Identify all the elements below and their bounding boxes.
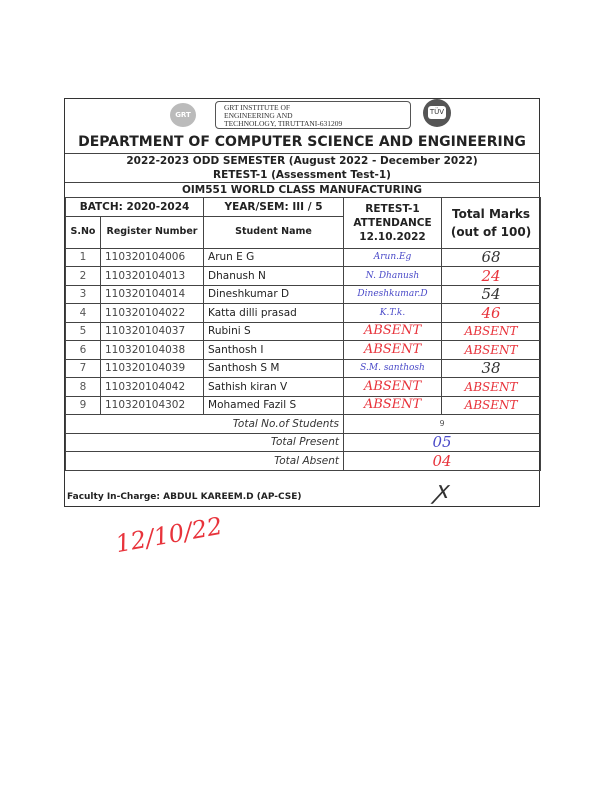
table-row [66,359,541,378]
total-students-label: Total No.of Students [66,415,344,434]
attendance-cell: S.M. santhosh [344,359,442,378]
table-row [66,285,541,304]
marks-cell: ABSENT [442,378,541,397]
marks-table [65,197,541,471]
student-name-cell: Rubini S [204,322,344,341]
attendance-header-line: 12.10.2022 [359,230,426,243]
institute-line: ENGINEERING AND [224,111,293,120]
sno-cell: 5 [66,322,101,341]
cert-logo-text: TÜV [428,106,446,119]
institute-logo: GRT [170,103,196,127]
initials-signature: 12/10/22 [113,511,225,559]
total-absent-value: 04 [344,452,541,471]
table-row [66,341,541,360]
attendance-cell: Arun.Eg [344,248,442,267]
register-number-cell: 110320104039 [101,359,204,378]
register-number-cell: 110320104037 [101,322,204,341]
student-name-cell: Arun E G [204,248,344,267]
attendance-header-line: RETEST-1 [365,202,420,215]
attendance-cell: N. Dhanush [344,267,442,286]
sno-cell: 6 [66,341,101,360]
sno-header: S.No [66,216,101,248]
department-title: DEPARTMENT OF COMPUTER SCIENCE AND ENGINEERING [65,131,539,154]
sno-cell: 1 [66,248,101,267]
marks-cell: ABSENT [442,322,541,341]
total-students-value: 9 [344,415,541,434]
student-name-cell: Dineshkumar D [204,285,344,304]
institute-line: TECHNOLOGY, TIRUTTANI-631209 [224,119,343,128]
student-name-cell: Mohamed Fazil S [204,396,344,415]
attendance-cell: K.T.k. [344,304,442,323]
faculty-in-charge: Faculty In-Charge: ABDUL KAREEM.D (AP-CSE) [67,492,302,502]
marks-header-line: (out of 100) [450,224,532,239]
test-line: RETEST-1 (Assessment Test-1) [213,169,391,181]
register-number-cell: 110320104014 [101,285,204,304]
table-row [66,248,541,267]
attendance-cell: Dineshkumar.D [344,285,442,304]
register-number-cell: 110320104022 [101,304,204,323]
sno-cell: 3 [66,285,101,304]
sno-cell: 8 [66,378,101,397]
attendance-header-line: ATTENDANCE [353,216,432,229]
student-name-cell: Santhosh S M [204,359,344,378]
institute-line: GRT INSTITUTE OF [224,103,291,112]
student-name-cell: Katta dilli prasad [204,304,344,323]
marks-cell: 54 [442,285,541,304]
student-name-cell: Dhanush N [204,267,344,286]
marks-cell: 68 [442,248,541,267]
hod-signature: ꭗ [435,476,448,504]
attendance-cell: ABSENT [344,396,442,415]
register-number-cell: 110320104006 [101,248,204,267]
attendance-cell: ABSENT [344,341,442,360]
student-name-cell: Sathish kiran V [204,378,344,397]
institute-name-box [215,101,411,129]
subject-title: OIM551 WORLD CLASS MANUFACTURING [65,183,539,198]
attendance-header [344,198,442,249]
table-row [66,396,541,415]
total-absent-label: Total Absent [66,452,344,471]
register-number-cell: 110320104042 [101,378,204,397]
register-number-cell: 110320104038 [101,341,204,360]
marks-cell: 46 [442,304,541,323]
marks-header [442,198,541,249]
name-header: Student Name [204,216,344,248]
sno-cell: 2 [66,267,101,286]
table-row [66,322,541,341]
total-present-value: 05 [344,433,541,452]
sno-cell: 9 [66,396,101,415]
semester-line: 2022-2023 ODD SEMESTER (August 2022 - December 2022) [126,155,478,167]
reg-header: Register Number [101,216,204,248]
register-number-cell: 110320104013 [101,267,204,286]
attendance-cell: ABSENT [344,378,442,397]
marks-cell: ABSENT [442,341,541,360]
attendance-cell: ABSENT [344,322,442,341]
total-present-label: Total Present [66,433,344,452]
marks-header-line: Total Marks [451,206,531,221]
assessment-sheet [64,98,540,559]
certification-logo [423,99,451,127]
table-row [66,267,541,286]
marks-cell: 24 [442,267,541,286]
table-row [66,378,541,397]
table-row [66,304,541,323]
semester-block [65,153,539,183]
marks-cell: 38 [442,359,541,378]
year-sem-label: YEAR/SEM: III / 5 [204,198,344,217]
sno-cell: 4 [66,304,101,323]
student-name-cell: Santhosh I [204,341,344,360]
register-number-cell: 110320104302 [101,396,204,415]
sno-cell: 7 [66,359,101,378]
batch-label: BATCH: 2020-2024 [66,198,204,217]
marks-cell: ABSENT [442,396,541,415]
logo-row [65,99,539,131]
